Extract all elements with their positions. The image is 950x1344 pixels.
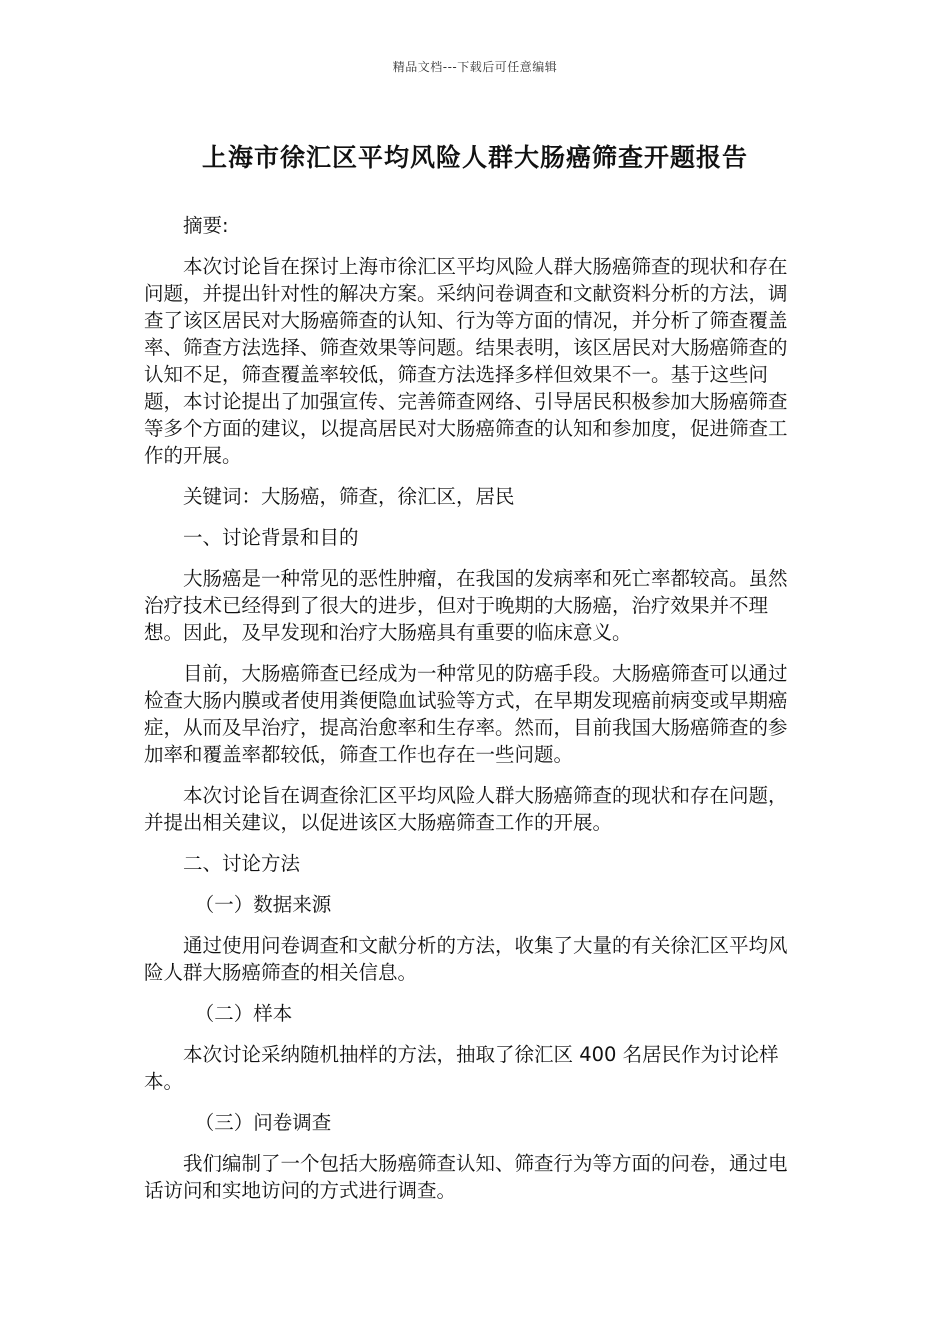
questionnaire-paragraph: 我们编制了一个包括大肠癌筛查认知、筛查行为等方面的问卷，通过电话访问和实地访问的方式进行调查。 — [144, 1152, 788, 1202]
subsection-heading-data-source: （一）数据来源 — [194, 893, 332, 916]
document-title: 上海市徐汇区平均风险人群大肠癌筛查开题报告 — [201, 143, 748, 172]
subsection-heading-questionnaire: （三）问卷调查 — [194, 1111, 332, 1134]
document-body — [144, 212, 796, 1218]
background-paragraph-1: 大肠癌是一种常见的恶性肿瘤，在我国的发病率和死亡率都较高。虽然治疗技术已经得到了很大的进步，但对于晚期的大肠癌，治疗效果并不理想。因此，及早发现和治疗大肠癌具有重要的临床意义。 — [144, 567, 788, 644]
header-note: 精品文档---下载后可任意编辑 — [392, 60, 558, 74]
data-source-paragraph: 通过使用问卷调查和文献分析的方法，收集了大量的有关徐汇区平均风险人群大肠癌筛查的相关信息。 — [144, 934, 788, 984]
abstract-label: 摘要: — [183, 214, 229, 237]
sample-paragraph: 本次讨论采纳随机抽样的方法，抽取了徐汇区 400 名居民作为讨论样本。 — [144, 1043, 779, 1093]
section-heading-methods: 二、讨论方法 — [183, 852, 301, 875]
background-paragraph-2: 目前，大肠癌筛查已经成为一种常见的防癌手段。大肠癌筛查可以通过检查大肠内膜或者使用粪便隐血试验等方式，在早期发现癌前病变或早期癌症，从而及早治疗，提高治愈率和生存率。然而，目前我国大肠癌筛查的参加率和覆盖率都较低，筛查工作也存在一些问题。 — [144, 662, 788, 766]
background-paragraph-3: 本次讨论旨在调查徐汇区平均风险人群大肠癌筛查的现状和存在问题，并提出相关建议，以促进该区大肠癌筛查工作的开展。 — [144, 784, 788, 834]
subsection-heading-sample: （二）样本 — [194, 1002, 293, 1025]
keywords-line: 关键词：大肠癌，筛查，徐汇区，居民 — [183, 485, 515, 508]
section-heading-background: 一、讨论背景和目的 — [183, 526, 359, 549]
abstract-paragraph: 本次讨论旨在探讨上海市徐汇区平均风险人群大肠癌筛查的现状和存在问题，并提出针对性的解决方案。采纳问卷调查和文献资料分析的方法，调查了该区居民对大肠癌筛查的认知、行为等方面的情况，并分析了筛查覆盖率、筛查方法选择、筛查效果等问题。结果表明，该区居民对大肠癌筛查的认知不足，筛查覆盖率较低，筛查方法选择多样但效果不一。基于这些问题，本讨论提出了加强宣传、完善筛查网络、引导居民积极参加大肠癌筛查等多个方面的建议，以提高居民对大肠癌筛查的认知和参加度，促进筛查工作的开展。 — [144, 255, 788, 467]
